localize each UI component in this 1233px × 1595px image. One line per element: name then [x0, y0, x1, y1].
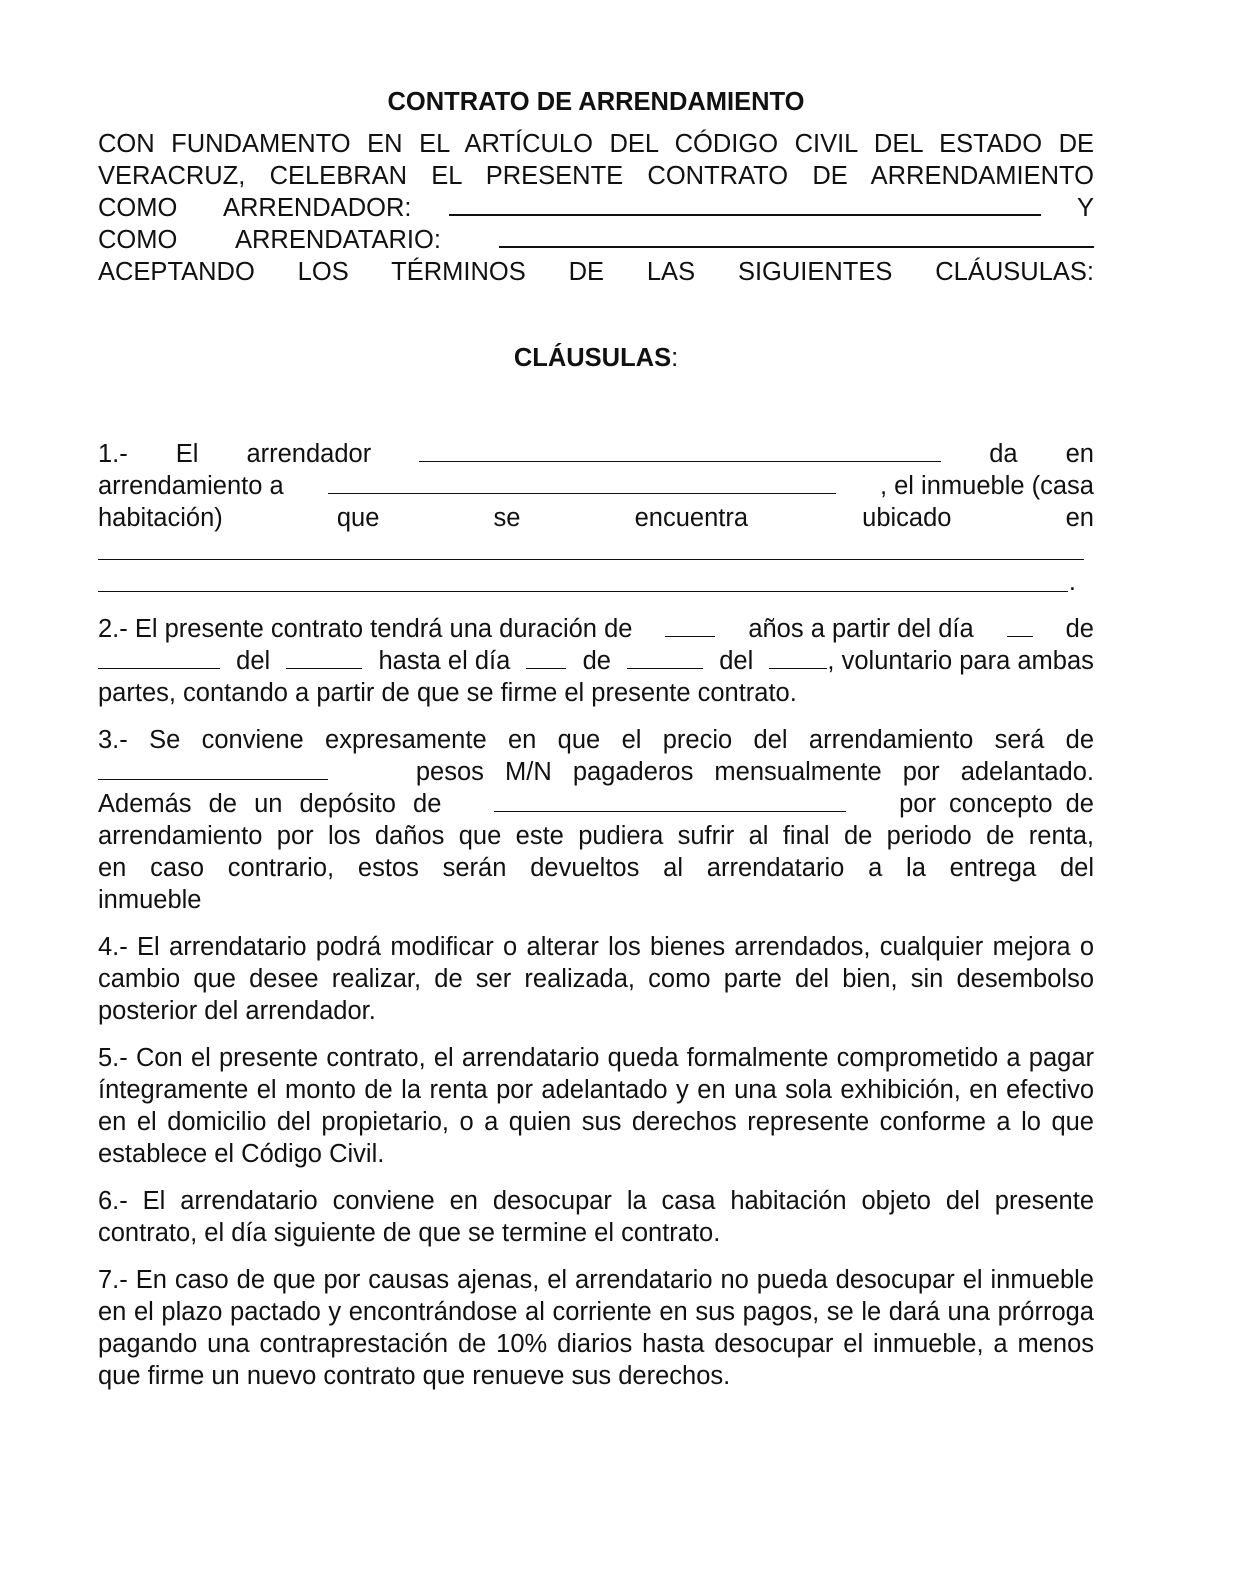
clause-2-line-1	[98, 613, 1094, 645]
clause-2-tail	[769, 645, 1093, 677]
clause-3-line-1: 3.- Se conviene expresamente en que el precio del arrendamiento será de	[98, 726, 1094, 754]
clause-3-text: Además de un depósito de	[98, 790, 442, 818]
clause-1-word: ubicado	[862, 504, 952, 532]
clause-3-line-6: inmueble	[98, 886, 202, 914]
clause-1-word: da	[989, 440, 1018, 468]
clause-3	[98, 724, 1094, 916]
clause-1-word: que	[336, 504, 380, 532]
intro-line-2: VERACRUZ, CELEBRAN EL PRESENTE CONTRATO DE ARRENDAMIENTO	[98, 162, 1094, 190]
clause-1-line-3	[98, 502, 1094, 534]
price-blank[interactable]	[98, 757, 328, 780]
clause-3-line-2	[98, 756, 1094, 788]
intro-line-5: ACEPTANDO LOS TÉRMINOS DE LAS SIGUIENTES CLÁUSULAS:	[98, 258, 1094, 286]
clause-1-word: encuentra	[634, 504, 749, 532]
section-title-text: CLÁUSULAS	[513, 344, 672, 372]
clause-5: 5.- Con el presente contrato, el arrendatario queda formalmente comprometido a pagar íntegramente el monto de la renta por adelantado y en una sola exhibición, en efectivo en el domicilio del propietario, o a quien sus derechos represente conforme a lo que establece el Código Civil.	[98, 1044, 1094, 1168]
contract-page	[98, 86, 1094, 1407]
clause-7: 7.- En caso de que por causas ajenas, el arrendatario no pueda desocupar el inmueble en el plazo pactado y encontrándose al corriente en sus pagos, se le dará una prórroga pagando una contraprestación de 10% diarios hasta desocupar el inmueble, a menos que firme un nuevo contrato que renueve sus derechos.	[98, 1266, 1094, 1390]
clause-1-word: en	[1065, 504, 1094, 532]
clause-2-text: hasta el día	[378, 647, 511, 675]
clause-1-num: 1.-	[98, 440, 128, 468]
intro-paragraph	[98, 128, 1094, 288]
arrendatario-name-blank[interactable]	[328, 471, 836, 494]
clause-4: 4.- El arrendatario podrá modificar o alterar los bienes arrendados, cualquier mejora o cambio que desee realizar, de ser realizada, como parte del bien, sin desembolso posterior del arrendador.	[98, 933, 1094, 1025]
clause-3-line-5: en caso contrario, estos serán devueltos al arrendatario a la entrega del	[98, 854, 1094, 882]
start-month-blank[interactable]	[98, 646, 220, 669]
clause-3-text: por concepto de	[899, 790, 1094, 818]
clause-2	[98, 613, 1094, 709]
clause-1-word: El	[175, 440, 199, 468]
clause-1-text: , el inmueble (casa	[879, 472, 1094, 500]
clause-2-text: 2.- El presente contrato tendrá una duración de	[98, 615, 633, 643]
clause-2-text: del	[719, 647, 754, 675]
address-blank-2[interactable]	[98, 566, 1094, 598]
arrendador-label: COMO ARRENDADOR:	[98, 194, 412, 222]
arrendatario-label: COMO ARRENDATARIO:	[98, 226, 441, 254]
arrendatario-blank[interactable]	[499, 224, 1094, 248]
address-blank-1[interactable]	[98, 534, 1094, 566]
arrendatario-row	[98, 224, 1094, 256]
end-year-blank[interactable]	[769, 646, 827, 669]
arrendador-blank[interactable]	[449, 192, 1041, 216]
clause-2-text: años a partir del día	[748, 615, 974, 643]
clause-1-line-1	[98, 438, 1094, 470]
clause-2-line-3: partes, contando a partir de que se firme el presente contrato.	[98, 679, 797, 707]
clause-1-word: arrendador	[246, 440, 372, 468]
clause-2-text: , voluntario para ambas	[827, 647, 1094, 675]
document-title: CONTRATO DE ARRENDAMIENTO	[387, 88, 805, 116]
arrendador-name-blank[interactable]	[419, 439, 941, 462]
section-title	[98, 342, 1094, 374]
section-title-colon: :	[671, 344, 679, 372]
arrendador-row	[98, 192, 1094, 224]
clause-2-text: de	[1065, 615, 1094, 643]
clause-1-word: se	[493, 504, 521, 532]
arrendador-end: Y	[1076, 194, 1094, 222]
end-month-blank[interactable]	[627, 646, 703, 669]
start-year-blank[interactable]	[286, 646, 362, 669]
clause-2-line-2	[98, 645, 1094, 677]
start-day-blank[interactable]	[1007, 614, 1033, 637]
clause-1-word: habitación)	[98, 504, 223, 532]
clause-3-text: pesos M/N pagaderos mensualmente por adelantado.	[415, 758, 1094, 786]
clause-3-line-3	[98, 788, 1094, 820]
clause-1-end: .	[1068, 568, 1076, 596]
deposit-blank[interactable]	[494, 789, 846, 812]
clause-2-text: de	[582, 647, 611, 675]
intro-line-1: CON FUNDAMENTO EN EL ARTÍCULO DEL CÓDIGO CIVIL DEL ESTADO DE	[98, 130, 1094, 158]
clause-1-text: arrendamiento a	[98, 472, 284, 500]
clause-2-text: del	[236, 647, 271, 675]
end-day-blank[interactable]	[526, 646, 566, 669]
clause-6: 6.- El arrendatario conviene en desocupar la casa habitación objeto del presente contrato, el día siguiente de que se termine el contrato.	[98, 1187, 1094, 1247]
clause-1	[98, 438, 1094, 598]
years-blank[interactable]	[665, 614, 715, 637]
clause-1-line-2	[98, 470, 1094, 502]
clause-1-word: en	[1065, 440, 1094, 468]
clause-3-line-4: arrendamiento por los daños que este pudiera sufrir al final de periodo de renta,	[98, 822, 1094, 850]
